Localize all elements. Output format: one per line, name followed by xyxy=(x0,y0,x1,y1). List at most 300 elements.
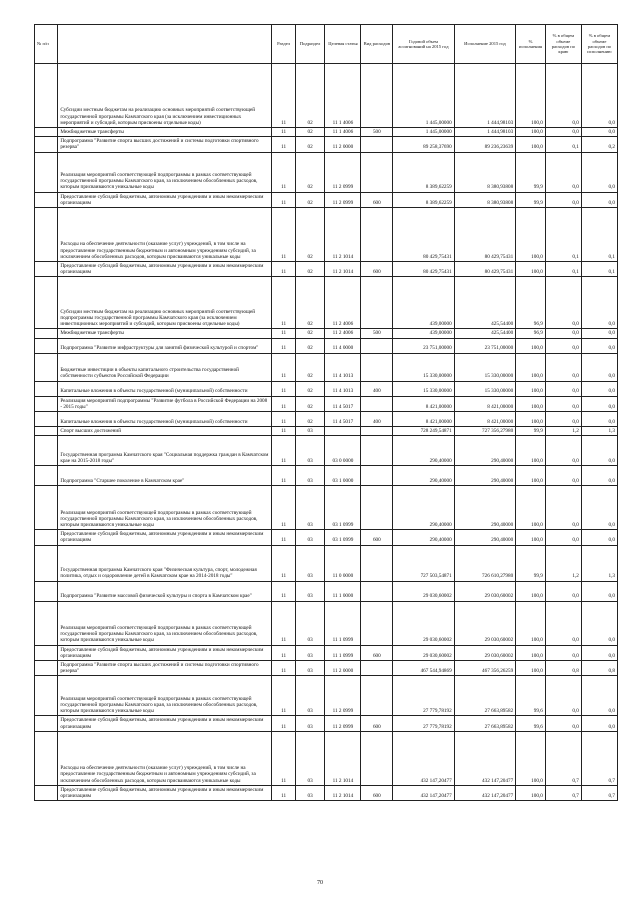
cell-executed: 727 356,27980 xyxy=(454,427,515,436)
cell-percent: 99,9 xyxy=(516,427,546,436)
cell-share-total: 0,0 xyxy=(545,353,581,381)
cell-target: 11 2 0000 xyxy=(325,661,361,676)
cell-share-exec: 0,0 xyxy=(581,381,617,396)
cell-name: Предоставление субсидий бюджетным, автономным учреждениям и иным некоммерческим организациям xyxy=(58,785,272,800)
cell-share-exec: 0,0 xyxy=(581,486,617,530)
cell-annual: 8 389,62259 xyxy=(393,152,454,192)
cell-percent: 100,0 xyxy=(516,381,546,396)
cell-target: 11 1 0999 xyxy=(325,601,361,645)
cell-share-exec: 0,0 xyxy=(581,645,617,660)
cell-annual: 8 421,00000 xyxy=(393,412,454,427)
col-header-annual: Годовой объем ассигнований на 2015 год xyxy=(393,25,454,64)
table-row xyxy=(35,338,618,353)
cell-share-total: 1,2 xyxy=(545,545,581,581)
cell-expense-type xyxy=(361,277,393,329)
cell-percent: 99,9 xyxy=(516,152,546,192)
cell-executed: 290,40000 xyxy=(454,530,515,545)
cell-section: 11 xyxy=(272,353,295,381)
cell-name: Государственная программа Камчатского края "Социальная поддержка граждан в Камчатском крае на 2015-2018 годы" xyxy=(58,436,272,466)
col-header-share-total: % в общем объеме расходов по краю xyxy=(545,25,581,64)
cell-annual: 432 147,20477 xyxy=(393,731,454,785)
cell-num xyxy=(35,731,58,785)
table-row xyxy=(35,785,618,800)
cell-num xyxy=(35,338,58,353)
cell-annual: 290,40000 xyxy=(393,436,454,466)
cell-target: 11 1 0999 xyxy=(325,645,361,660)
cell-share-total: 0,0 xyxy=(545,329,581,338)
cell-name: Субсидии местным бюджетам на реализацию основных мероприятий соответствующей государственной программы Камчатского края (за исключением инвестиционных мероприятий и субсидий, которым присвоены отдельные коды) xyxy=(58,64,272,128)
cell-name: Межбюджетные трансферты xyxy=(58,329,272,338)
cell-expense-type xyxy=(361,486,393,530)
table-row xyxy=(35,545,618,581)
cell-share-exec: 0,0 xyxy=(581,436,617,466)
cell-share-total: 0,7 xyxy=(545,731,581,785)
table-row xyxy=(35,192,618,207)
cell-expense-type xyxy=(361,152,393,192)
cell-name: Государственная программа Камчатского края "Физическая культура, спорт, молодежная политика, отдых и оздоровление детей в Камчатском крае на 2014-2018 годы" xyxy=(58,545,272,581)
cell-executed: 27 663,89582 xyxy=(454,716,515,731)
cell-percent: 99,9 xyxy=(516,192,546,207)
cell-num xyxy=(35,64,58,128)
cell-section: 11 xyxy=(272,128,295,137)
cell-subsection: 03 xyxy=(295,486,325,530)
cell-percent: 100,0 xyxy=(516,466,546,486)
cell-num xyxy=(35,427,58,436)
cell-expense-type: 600 xyxy=(361,192,393,207)
cell-percent: 100,0 xyxy=(516,530,546,545)
cell-share-total: 0,0 xyxy=(545,645,581,660)
cell-annual: 80 429,75431 xyxy=(393,208,454,262)
cell-name: Подпрограмма "Старшее поколение в Камчатском крае" xyxy=(58,466,272,486)
cell-executed: 80 429,75431 xyxy=(454,262,515,277)
cell-percent: 96,9 xyxy=(516,329,546,338)
cell-num xyxy=(35,277,58,329)
cell-subsection: 02 xyxy=(295,277,325,329)
cell-annual: 290,40000 xyxy=(393,530,454,545)
cell-annual: 439,00000 xyxy=(393,277,454,329)
col-header-expense-type: Вид расходов xyxy=(361,25,393,64)
cell-num xyxy=(35,530,58,545)
cell-share-total: 0,0 xyxy=(545,192,581,207)
cell-name: Предоставление субсидий бюджетным, автономным учреждениям и иным некоммерческим организациям xyxy=(58,262,272,277)
cell-annual: 89 258,37690 xyxy=(393,137,454,152)
cell-section: 11 xyxy=(272,381,295,396)
col-header-percent: % исполнения xyxy=(516,25,546,64)
cell-annual: 728 249,54871 xyxy=(393,427,454,436)
cell-target: 11 2 0999 xyxy=(325,716,361,731)
cell-subsection: 02 xyxy=(295,137,325,152)
cell-share-total: 0,0 xyxy=(545,381,581,396)
cell-expense-type xyxy=(361,64,393,128)
cell-section: 11 xyxy=(272,530,295,545)
cell-section: 11 xyxy=(272,716,295,731)
cell-subsection: 02 xyxy=(295,353,325,381)
cell-annual: 15 330,00000 xyxy=(393,353,454,381)
cell-target: 03 1 0000 xyxy=(325,466,361,486)
cell-share-exec: 0,0 xyxy=(581,152,617,192)
col-header-num: № п/п xyxy=(35,25,58,64)
cell-subsection: 03 xyxy=(295,530,325,545)
cell-share-total: 0,1 xyxy=(545,262,581,277)
cell-target: 11 2 1014 xyxy=(325,208,361,262)
cell-target: 11 2 0000 xyxy=(325,137,361,152)
table-row xyxy=(35,64,618,128)
cell-target: 03 1 0999 xyxy=(325,530,361,545)
cell-subsection: 02 xyxy=(295,381,325,396)
cell-executed: 425,54400 xyxy=(454,329,515,338)
table-row xyxy=(35,137,618,152)
cell-num xyxy=(35,262,58,277)
cell-subsection: 03 xyxy=(295,545,325,581)
cell-share-total: 0,0 xyxy=(545,436,581,466)
cell-num xyxy=(35,152,58,192)
cell-share-exec: 0,1 xyxy=(581,262,617,277)
cell-section: 11 xyxy=(272,329,295,338)
cell-target: 11 1 0000 xyxy=(325,581,361,601)
cell-section: 11 xyxy=(272,731,295,785)
col-header-share-exec: % в общем объеме расходов по исполнению xyxy=(581,25,617,64)
cell-name: Расходы на обеспечение деятельности (оказание услуг) учреждений, в том числе на предоставление государственным бюджетным и автономным учреждениям субсидий, за исключением обособленных расходов, которым присваиваются уникальные коды xyxy=(58,731,272,785)
cell-share-exec: 0,0 xyxy=(581,530,617,545)
cell-num xyxy=(35,381,58,396)
cell-expense-type xyxy=(361,353,393,381)
cell-share-exec: 0,0 xyxy=(581,581,617,601)
cell-num xyxy=(35,676,58,716)
table-row xyxy=(35,277,618,329)
cell-percent: 100,0 xyxy=(516,731,546,785)
cell-target: 11 4 1013 xyxy=(325,381,361,396)
cell-share-total: 0,0 xyxy=(545,338,581,353)
cell-percent: 99,6 xyxy=(516,676,546,716)
cell-percent: 100,0 xyxy=(516,436,546,466)
cell-share-total: 0,0 xyxy=(545,396,581,411)
table-row xyxy=(35,436,618,466)
table-row xyxy=(35,601,618,645)
cell-subsection: 02 xyxy=(295,128,325,137)
cell-num xyxy=(35,486,58,530)
cell-annual: 29 030,60002 xyxy=(393,645,454,660)
cell-target: 11 2 1014 xyxy=(325,785,361,800)
cell-share-total: 0,1 xyxy=(545,137,581,152)
budget-table-page xyxy=(34,24,618,801)
cell-share-exec: 0,0 xyxy=(581,64,617,128)
cell-share-exec: 0,0 xyxy=(581,676,617,716)
cell-target: 11 4 5017 xyxy=(325,396,361,411)
cell-annual: 432 147,20477 xyxy=(393,785,454,800)
cell-share-exec: 0,0 xyxy=(581,192,617,207)
cell-expense-type: 600 xyxy=(361,530,393,545)
cell-name: Подпрограмма "Развитие спорта высших достижений и системы подготовки спортивного резерва" xyxy=(58,137,272,152)
cell-share-total: 1,2 xyxy=(545,427,581,436)
cell-num xyxy=(35,353,58,381)
cell-share-total: 0,0 xyxy=(545,64,581,128)
cell-num xyxy=(35,466,58,486)
cell-target: 03 0 0000 xyxy=(325,436,361,466)
table-row xyxy=(35,412,618,427)
cell-name: Реализация мероприятий соответствующей подпрограммы в рамках соответствующей государственной программы Камчатского края, за исключением обособленных расходов, которым присваиваются уникальные коды xyxy=(58,601,272,645)
cell-subsection: 03 xyxy=(295,731,325,785)
cell-subsection: 02 xyxy=(295,208,325,262)
cell-num xyxy=(35,436,58,466)
cell-name: Межбюджетные трансферты xyxy=(58,128,272,137)
cell-section: 11 xyxy=(272,412,295,427)
cell-section: 11 xyxy=(272,486,295,530)
cell-target: 11 2 4006 xyxy=(325,329,361,338)
cell-percent: 100,0 xyxy=(516,486,546,530)
cell-executed: 8 421,00000 xyxy=(454,396,515,411)
cell-expense-type: 400 xyxy=(361,381,393,396)
cell-percent: 100,0 xyxy=(516,412,546,427)
cell-share-total: 0,0 xyxy=(545,128,581,137)
table-row xyxy=(35,152,618,192)
cell-share-total: 0,8 xyxy=(545,661,581,676)
table-header-row xyxy=(35,25,618,64)
table-row xyxy=(35,329,618,338)
cell-subsection: 03 xyxy=(295,661,325,676)
cell-subsection: 02 xyxy=(295,152,325,192)
cell-expense-type xyxy=(361,208,393,262)
cell-subsection: 02 xyxy=(295,396,325,411)
cell-percent: 100,0 xyxy=(516,661,546,676)
cell-executed: 8 421,00000 xyxy=(454,412,515,427)
cell-share-total: 0,0 xyxy=(545,152,581,192)
cell-percent: 99,9 xyxy=(516,545,546,581)
cell-share-exec: 0,0 xyxy=(581,329,617,338)
cell-subsection: 02 xyxy=(295,64,325,128)
cell-share-total: 0,0 xyxy=(545,486,581,530)
cell-share-exec: 1,3 xyxy=(581,427,617,436)
table-row xyxy=(35,208,618,262)
cell-subsection: 03 xyxy=(295,601,325,645)
budget-table xyxy=(34,24,618,801)
cell-share-exec: 0,0 xyxy=(581,277,617,329)
cell-num xyxy=(35,661,58,676)
cell-expense-type xyxy=(361,436,393,466)
cell-subsection: 03 xyxy=(295,785,325,800)
cell-annual: 15 330,00000 xyxy=(393,381,454,396)
cell-share-total: 0,0 xyxy=(545,676,581,716)
cell-executed: 23 751,00000 xyxy=(454,338,515,353)
cell-section: 11 xyxy=(272,277,295,329)
cell-target: 11 2 0999 xyxy=(325,192,361,207)
col-header-target: Целевая статья xyxy=(325,25,361,64)
cell-target: 03 1 0999 xyxy=(325,486,361,530)
cell-percent: 100,0 xyxy=(516,64,546,128)
cell-subsection: 02 xyxy=(295,192,325,207)
cell-executed: 15 330,00000 xyxy=(454,381,515,396)
cell-expense-type: 600 xyxy=(361,785,393,800)
table-row xyxy=(35,466,618,486)
cell-executed: 8 380,93808 xyxy=(454,152,515,192)
cell-name: Реализация мероприятий соответствующей подпрограммы в рамках соответствующей государственной программы Камчатского края, за исключением обособленных расходов, которым присваиваются уникальные коды xyxy=(58,152,272,192)
cell-annual: 8 421,00000 xyxy=(393,396,454,411)
cell-num xyxy=(35,581,58,601)
cell-share-exec: 0,0 xyxy=(581,353,617,381)
cell-expense-type: 500 xyxy=(361,329,393,338)
cell-share-total: 0,0 xyxy=(545,530,581,545)
cell-executed: 29 030,60002 xyxy=(454,645,515,660)
cell-target: 11 2 4006 xyxy=(325,277,361,329)
cell-annual: 80 429,75431 xyxy=(393,262,454,277)
cell-name: Бюджетные инвестиции в объекты капитального строительства государственной собственности субъектов Российской Федерации xyxy=(58,353,272,381)
cell-executed: 726 610,27980 xyxy=(454,545,515,581)
cell-section: 11 xyxy=(272,436,295,466)
cell-num xyxy=(35,645,58,660)
cell-executed: 89 236,23639 xyxy=(454,137,515,152)
cell-target: 11 0 0000 xyxy=(325,545,361,581)
cell-executed: 432 147,20477 xyxy=(454,785,515,800)
cell-num xyxy=(35,396,58,411)
cell-subsection: 03 xyxy=(295,676,325,716)
cell-share-exec: 0,2 xyxy=(581,137,617,152)
cell-annual: 439,00000 xyxy=(393,329,454,338)
cell-target: 11 1 4006 xyxy=(325,128,361,137)
cell-name: Спорт высших достижений xyxy=(58,427,272,436)
cell-executed: 1 444,98103 xyxy=(454,64,515,128)
cell-percent: 100,0 xyxy=(516,137,546,152)
cell-target: 11 4 1013 xyxy=(325,353,361,381)
cell-name: Предоставление субсидий бюджетным, автономным учреждениям и иным некоммерческим организациям xyxy=(58,192,272,207)
cell-annual: 27 779,78192 xyxy=(393,676,454,716)
table-row xyxy=(35,427,618,436)
cell-target: 11 4 5017 xyxy=(325,412,361,427)
cell-executed: 290,40000 xyxy=(454,466,515,486)
cell-section: 11 xyxy=(272,396,295,411)
cell-share-total: 0,0 xyxy=(545,716,581,731)
table-row xyxy=(35,731,618,785)
table-row xyxy=(35,581,618,601)
cell-section: 11 xyxy=(272,785,295,800)
cell-subsection: 02 xyxy=(295,262,325,277)
cell-expense-type: 600 xyxy=(361,262,393,277)
cell-expense-type: 400 xyxy=(361,412,393,427)
cell-annual: 290,40000 xyxy=(393,486,454,530)
cell-section: 11 xyxy=(272,262,295,277)
cell-section: 11 xyxy=(272,661,295,676)
cell-target: 11 2 1014 xyxy=(325,731,361,785)
cell-expense-type xyxy=(361,581,393,601)
cell-num xyxy=(35,785,58,800)
cell-executed: 15 330,00000 xyxy=(454,353,515,381)
cell-percent: 100,0 xyxy=(516,581,546,601)
cell-name: Капитальные вложения в объекты государственной (муниципальной) собственности xyxy=(58,412,272,427)
cell-executed: 80 429,75431 xyxy=(454,208,515,262)
table-row xyxy=(35,661,618,676)
col-header-subsection: Подраздел xyxy=(295,25,325,64)
cell-num xyxy=(35,601,58,645)
cell-num xyxy=(35,208,58,262)
cell-share-total: 0,0 xyxy=(545,581,581,601)
cell-name: Реализация мероприятий соответствующей подпрограммы в рамках соответствующей государственной программы Камчатского края, за исключением обособленных расходов, которым присваиваются уникальные коды xyxy=(58,676,272,716)
cell-num xyxy=(35,192,58,207)
cell-share-exec: 0,0 xyxy=(581,466,617,486)
cell-expense-type xyxy=(361,601,393,645)
cell-num xyxy=(35,412,58,427)
cell-section: 11 xyxy=(272,645,295,660)
table-row xyxy=(35,716,618,731)
cell-num xyxy=(35,137,58,152)
cell-expense-type xyxy=(361,466,393,486)
cell-percent: 100,0 xyxy=(516,128,546,137)
cell-annual: 8 389,62259 xyxy=(393,192,454,207)
cell-percent: 100,0 xyxy=(516,208,546,262)
cell-percent: 100,0 xyxy=(516,645,546,660)
cell-share-exec: 0,0 xyxy=(581,338,617,353)
cell-executed: 425,54400 xyxy=(454,277,515,329)
cell-section: 11 xyxy=(272,545,295,581)
table-row xyxy=(35,530,618,545)
cell-target: 11 1 4006 xyxy=(325,64,361,128)
cell-name: Реализация мероприятий подпрограммы "Развитие футбола в Российской Федерации на 2008 - 2015 годы" xyxy=(58,396,272,411)
cell-section: 11 xyxy=(272,192,295,207)
cell-percent: 96,9 xyxy=(516,277,546,329)
cell-executed: 29 030,60002 xyxy=(454,581,515,601)
cell-subsection: 02 xyxy=(295,329,325,338)
cell-section: 11 xyxy=(272,152,295,192)
cell-expense-type: 600 xyxy=(361,645,393,660)
cell-share-exec: 0,0 xyxy=(581,396,617,411)
cell-section: 11 xyxy=(272,581,295,601)
cell-name: Предоставление субсидий бюджетным, автономным учреждениям и иным некоммерческим организациям xyxy=(58,530,272,545)
cell-annual: 467 544,94869 xyxy=(393,661,454,676)
cell-target: 11 4 0000 xyxy=(325,338,361,353)
col-header-executed: Исполнение 2015 год xyxy=(454,25,515,64)
cell-share-exec: 0,8 xyxy=(581,661,617,676)
cell-executed: 29 030,60002 xyxy=(454,601,515,645)
table-row xyxy=(35,676,618,716)
cell-section: 11 xyxy=(272,427,295,436)
cell-num xyxy=(35,128,58,137)
cell-annual: 29 030,60002 xyxy=(393,601,454,645)
table-row xyxy=(35,486,618,530)
cell-share-exec: 0,0 xyxy=(581,128,617,137)
cell-num xyxy=(35,716,58,731)
cell-section: 11 xyxy=(272,208,295,262)
cell-subsection: 03 xyxy=(295,427,325,436)
cell-share-exec: 0,0 xyxy=(581,716,617,731)
table-row xyxy=(35,396,618,411)
cell-subsection: 02 xyxy=(295,412,325,427)
cell-expense-type xyxy=(361,676,393,716)
cell-section: 11 xyxy=(272,466,295,486)
cell-section: 11 xyxy=(272,676,295,716)
cell-share-total: 0,0 xyxy=(545,412,581,427)
cell-target: 11 2 0999 xyxy=(325,676,361,716)
page-number: 70 xyxy=(317,880,323,886)
cell-num xyxy=(35,329,58,338)
cell-section: 11 xyxy=(272,601,295,645)
cell-executed: 8 380,93808 xyxy=(454,192,515,207)
cell-expense-type xyxy=(361,545,393,581)
cell-name: Подпрограмма "Развитие массовой физической культуры и спорта в Камчатском крае" xyxy=(58,581,272,601)
cell-subsection: 03 xyxy=(295,466,325,486)
table-row xyxy=(35,645,618,660)
cell-annual: 29 030,60002 xyxy=(393,581,454,601)
col-header-section: Раздел xyxy=(272,25,295,64)
cell-section: 11 xyxy=(272,137,295,152)
table-row xyxy=(35,381,618,396)
cell-expense-type xyxy=(361,137,393,152)
cell-share-total: 0,0 xyxy=(545,466,581,486)
cell-expense-type xyxy=(361,731,393,785)
cell-executed: 27 663,89582 xyxy=(454,676,515,716)
cell-name: Капитальные вложения в объекты государственной (муниципальной) собственности xyxy=(58,381,272,396)
cell-name: Субсидии местным бюджетам на реализацию основных мероприятий соответствующей подпрограммы государственной программы Камчатского края (за исключением инвестиционных мероприятий и субсидий, которым присвоены отдельные коды) xyxy=(58,277,272,329)
cell-share-exec: 0,7 xyxy=(581,785,617,800)
cell-share-total: 0,7 xyxy=(545,785,581,800)
cell-annual: 727 503,54871 xyxy=(393,545,454,581)
cell-expense-type xyxy=(361,661,393,676)
